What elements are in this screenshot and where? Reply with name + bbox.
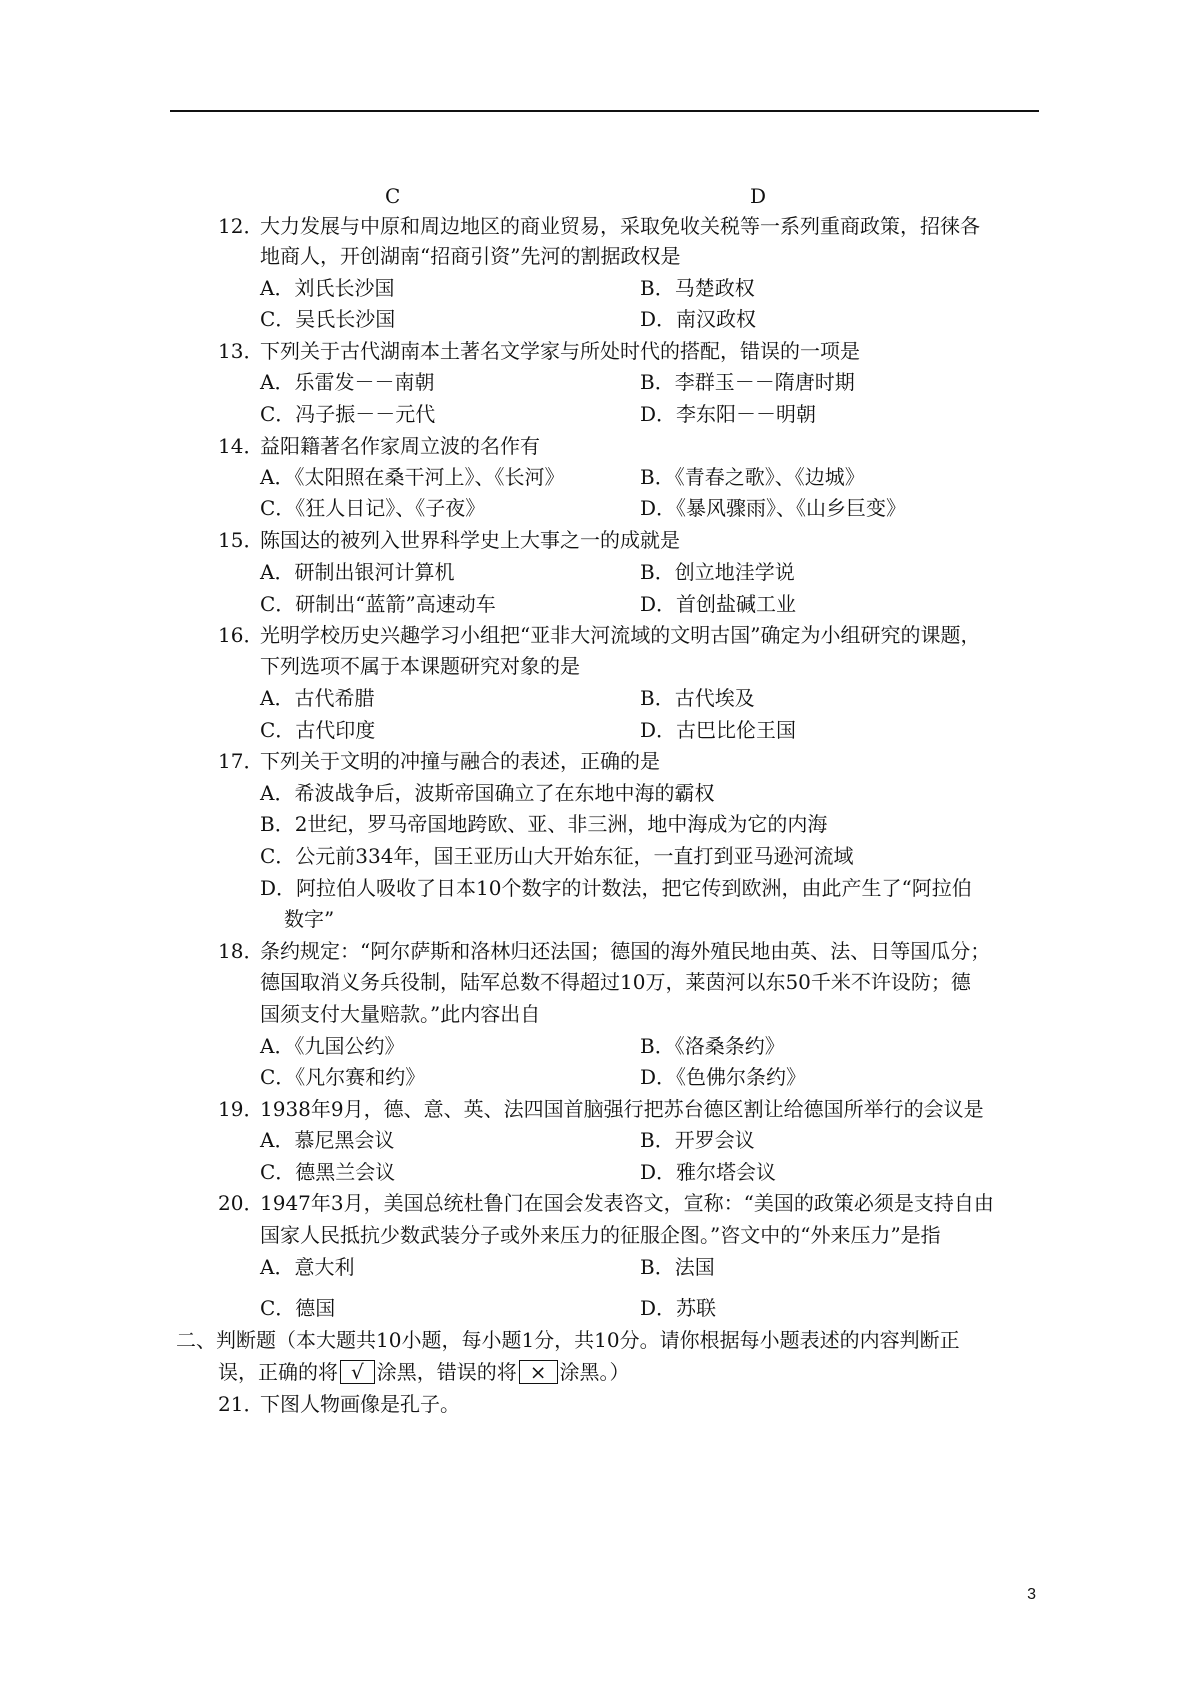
q17-option-c: C．公元前334年，国王亚历山大开始东征，一直打到亚马逊河流域 xyxy=(260,844,854,868)
question-12: 12．大力发展与中原和周边地区的商业贸易，采取免收关税等一系列重商政策，招徕各 xyxy=(218,214,980,238)
q16-option-d: D．古巴比伦王国 xyxy=(640,718,797,742)
q19-option-b: B．开罗会议 xyxy=(640,1128,755,1152)
question-15: 15．陈国达的被列入世界科学史上大事之一的成就是 xyxy=(218,528,680,552)
question-18-cont-1: 德国取消义务兵役制，陆军总数不得超过10万，莱茵河以东50千米不许设防；德 xyxy=(260,970,971,994)
page-number: 3 xyxy=(1027,1586,1036,1603)
q16-option-b: B．古代埃及 xyxy=(640,686,755,710)
q12-option-a: A．刘氏长沙国 xyxy=(260,276,395,300)
q12-option-d: D．南汉政权 xyxy=(640,307,757,331)
question-18: 18．条约规定：“阿尔萨斯和洛林归还法国；德国的海外殖民地由英、法、日等国瓜分； xyxy=(218,939,991,963)
q20-option-a: A．意大利 xyxy=(260,1255,355,1279)
q14-option-d: D．《暴风骤雨》、《山乡巨变》 xyxy=(640,496,907,520)
question-16: 16．光明学校历史兴趣学习小组把“亚非大河流域的文明古国”确定为小组研究的课题， xyxy=(218,623,981,647)
question-12-cont: 地商人，开创湖南“招商引资”先河的割据政权是 xyxy=(260,244,681,268)
q17-option-a: A．希波战争后，波斯帝国确立了在东地中海的霸权 xyxy=(260,781,715,805)
question-20: 20．1947年3月，美国总统杜鲁门在国会发表咨文，宣称：“美国的政策必须是支持自由 xyxy=(218,1191,994,1215)
q19-option-d: D．雅尔塔会议 xyxy=(640,1160,777,1184)
q20-option-b: B．法国 xyxy=(640,1255,715,1279)
section-2-instructions: 误，正确的将 √ 涂黑，错误的将 × 涂黑。） xyxy=(218,1360,630,1384)
q18-option-c: C．《凡尔赛和约》 xyxy=(260,1065,426,1089)
image-label-d: D xyxy=(750,184,767,208)
check-mark-box: √ xyxy=(340,1360,375,1384)
question-21: 21．下图人物画像是孔子。 xyxy=(218,1392,460,1416)
q17-option-d: D．阿拉伯人吸收了日本10个数字的计数法，把它传到欧洲，由此产生了“阿拉伯 xyxy=(260,876,972,900)
image-label-c: C xyxy=(385,184,401,208)
question-18-cont-2: 国须支付大量赔款。”此内容出自 xyxy=(260,1002,541,1026)
question-16-cont: 下列选项不属于本课题研究对象的是 xyxy=(260,654,580,678)
q17-option-d-cont: 数字” xyxy=(284,907,335,931)
q17-option-b: B．2世纪，罗马帝国地跨欧、亚、非三洲，地中海成为它的内海 xyxy=(260,812,828,836)
q19-option-c: C．德黑兰会议 xyxy=(260,1160,396,1184)
q18-option-b: B．《洛桑条约》 xyxy=(640,1034,785,1058)
q13-option-a: A．乐雷发－－南朝 xyxy=(260,370,435,394)
q12-option-b: B．马楚政权 xyxy=(640,276,755,300)
q14-option-c: C．《狂人日记》、《子夜》 xyxy=(260,496,486,520)
header-rule xyxy=(170,110,1039,112)
q19-option-a: A．慕尼黑会议 xyxy=(260,1128,395,1152)
question-13: 13．下列关于古代湖南本土著名文学家与所处时代的搭配，错误的一项是 xyxy=(218,339,860,363)
question-19: 19．1938年9月，德、意、英、法四国首脑强行把苏台德区割让给德国所举行的会议是 xyxy=(218,1097,984,1121)
q13-option-c: C．冯子振－－元代 xyxy=(260,402,436,426)
q18-option-d: D．《色佛尔条约》 xyxy=(640,1065,807,1089)
q20-option-c: C．德国 xyxy=(260,1296,336,1320)
q15-option-b: B．创立地洼学说 xyxy=(640,560,795,584)
question-17: 17．下列关于文明的冲撞与融合的表述，正确的是 xyxy=(218,749,660,773)
q12-option-c: C．吴氏长沙国 xyxy=(260,307,396,331)
q13-option-d: D．李东阳－－明朝 xyxy=(640,402,817,426)
q15-option-d: D．首创盐碱工业 xyxy=(640,592,797,616)
q14-option-a: A．《太阳照在桑干河上》、《长河》 xyxy=(260,465,565,489)
question-20-cont: 国家人民抵抗少数武装分子或外来压力的征服企图。”咨文中的“外来压力”是指 xyxy=(260,1223,941,1247)
q14-option-b: B．《青春之歌》、《边城》 xyxy=(640,465,865,489)
q13-option-b: B．李群玉－－隋唐时期 xyxy=(640,370,855,394)
q15-option-a: A．研制出银河计算机 xyxy=(260,560,455,584)
section-2-heading: 二、判断题（本大题共10小题，每小题1分，共10分。请你根据每小题表述的内容判断正 xyxy=(176,1328,960,1352)
q15-option-c: C．研制出“蓝箭”高速动车 xyxy=(260,592,496,616)
cross-mark-box: × xyxy=(519,1360,558,1384)
q16-option-a: A．古代希腊 xyxy=(260,686,375,710)
question-14: 14．益阳籍著名作家周立波的名作有 xyxy=(218,434,540,458)
q16-option-c: C．古代印度 xyxy=(260,718,376,742)
q20-option-d: D．苏联 xyxy=(640,1296,717,1320)
q18-option-a: A．《九国公约》 xyxy=(260,1034,405,1058)
